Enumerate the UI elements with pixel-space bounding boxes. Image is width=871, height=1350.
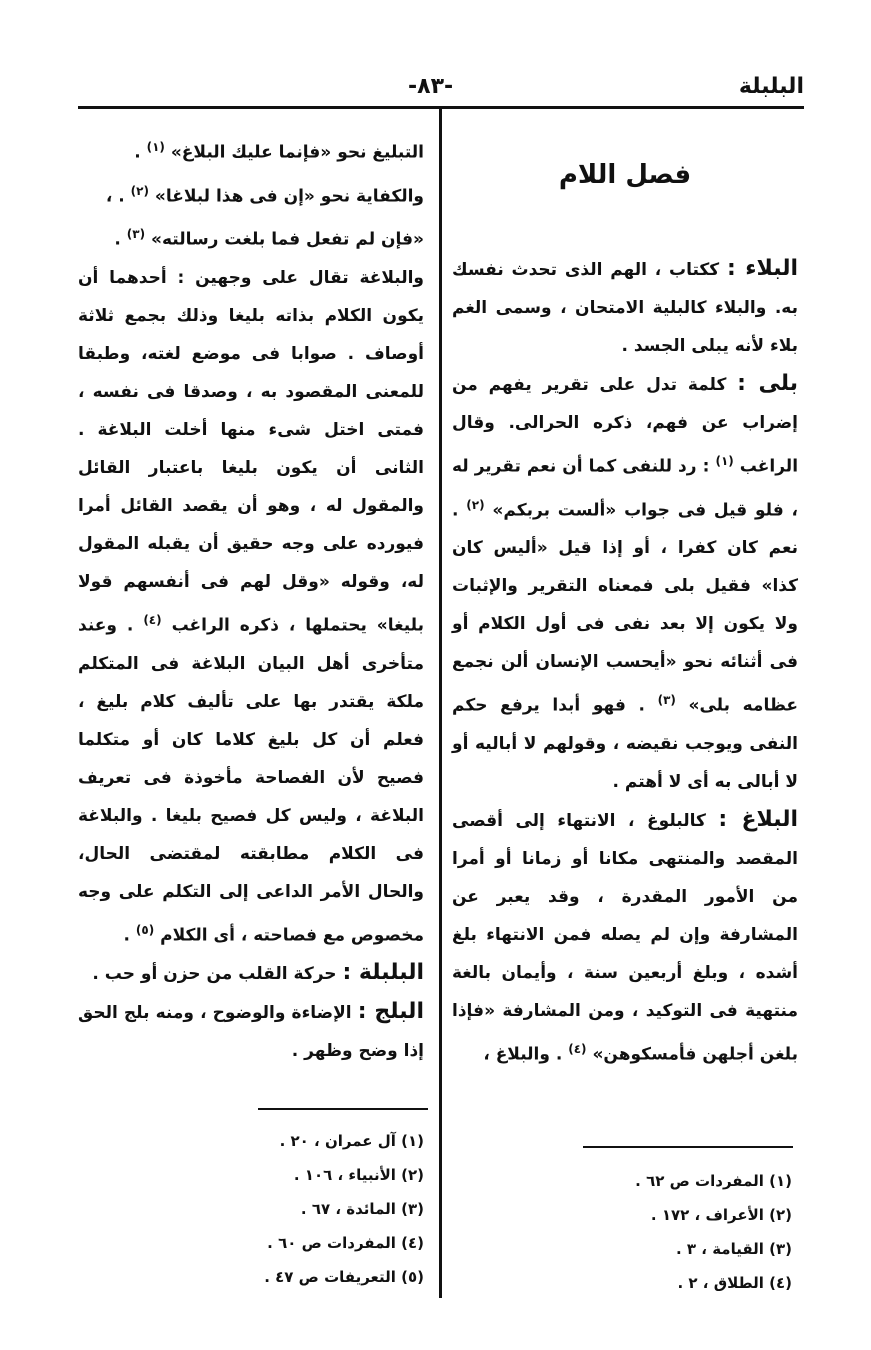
footnotes-right [452, 1164, 792, 1300]
page-number: -٨٣- [408, 74, 454, 99]
footnote: (٥) التعريفات ص ٤٧ . [264, 1268, 424, 1286]
entry-text: : رد للنفى كما أن نعم تقرير له ، فلو قيل فى جواب «ألست بربكم» [452, 456, 798, 521]
entry-al-balagh [452, 801, 798, 1074]
running-head: البلبلة [738, 74, 804, 99]
footnote: (٤) المفردات ص ٦٠ . [267, 1234, 424, 1252]
footnote-ref: (٤) [143, 612, 162, 627]
entry-text: . [123, 925, 130, 946]
balagha-paragraph [78, 259, 424, 954]
entry-text: . وعند متأخرى أهل البيان البلاغة فى المتكلم ملكة يقتدر بها على تأليف كلام بليغ ، فعلم أن كل بليغ كلاما كان أو متكلما فصيح لأن الفصاحة مأخوذة فى تعريف البلاغة ، وليس كل فصيح بليغا . والبلاغة فى الكلام مطابقته لمقتضى الحال، والحال الأمر الداعى إلى التكلم على وجه مخصوص مع فصاحته ، أى الكلام [78, 615, 424, 946]
entry-text: «فإن لم تفعل فما بلغت رسالته» [150, 229, 424, 250]
headword: بلى : [737, 371, 798, 396]
footnote-rule [583, 1146, 793, 1148]
entry-text: . [134, 142, 141, 163]
footnote-ref: (٢) [466, 497, 485, 512]
footnote-ref: (٤) [568, 1041, 587, 1056]
headword: البلبلة : [342, 960, 424, 986]
entry-text: . والبلاغ ، [483, 1044, 563, 1065]
entry-text: والكفاية نحو «إن فى هذا لبلاغا» [154, 186, 424, 207]
entry-text: الإضاءة والوضوح ، ومنه بلج الحق إذا وضح وظهر . [78, 1003, 424, 1062]
footnote-rule [258, 1108, 428, 1110]
footnote-ref: (٣) [657, 693, 676, 708]
continuation-line [78, 172, 424, 216]
footnote: (٣) القيامة ، ٣ . [675, 1240, 792, 1258]
column-divider [439, 108, 442, 1298]
entry-al-balaj [78, 993, 424, 1070]
entry-al-bala [452, 250, 798, 365]
page-header [78, 68, 804, 108]
right-column [452, 250, 798, 1074]
footnotes-left [78, 1124, 424, 1294]
section-title: فصل اللام [558, 160, 692, 190]
continuation-line [78, 215, 424, 259]
footnote-ref: (١) [715, 454, 734, 468]
entry-text: . نعم كان كفرا ، أو إذا قيل «أليس كان كذا» فقيل بلى فمعناه التقرير والإثبات ولا يكون إلا بعد نفى فى أول الكلام أو فى أثنائه نحو «أيحسب الإنسان ألن نجمع عظامه بلى» [452, 500, 799, 716]
footnote: (٣) المائدة ، ٦٧ . [300, 1200, 424, 1218]
entry-al-balbala [78, 954, 424, 993]
footnote: (١) المفردات ص ٦٢ . [635, 1172, 792, 1190]
entry-bala [452, 365, 798, 801]
entry-text: . ، [105, 186, 125, 207]
entry-text: ككتاب ، الهم الذى تحدث نفسك به. والبلاء كالبلية الامتحان ، وسمى الغم بلاء لأنه يبلى الجسد . [452, 260, 798, 356]
footnote: (١) آل عمران ، ٢٠ . [279, 1132, 424, 1150]
entry-text: . فهو أبدا يرفع حكم النفى ويوجب نقيضه ، وقولهم لا أباليه أو لا أبالى به أى لا أهتم . [452, 695, 798, 792]
footnote-ref: (١) [146, 140, 165, 154]
entry-text: حركة القلب من حزن أو حب . [92, 964, 337, 985]
continuation-line [78, 128, 424, 172]
headword: البلاء : [726, 256, 798, 281]
entry-text: . [114, 229, 121, 250]
left-column [78, 128, 424, 1070]
headword: البلاغ : [718, 806, 799, 832]
headword: البلج : [357, 999, 424, 1025]
footnote-ref: (٣) [126, 227, 146, 242]
footnote: (٤) الطلاق ، ٢ . [677, 1274, 792, 1292]
footnote-ref: (٥) [135, 922, 155, 937]
footnote: (٢) الأعراف ، ١٧٢ . [650, 1206, 792, 1224]
entry-text: كالبلوغ ، الانتهاء إلى أقصى المقصد والمنتهى مكانا أو زمانا أو أمرا من الأمور المقدرة ، وقد يعبر عن المشارفة وإن لم يصله فمن الانتهاء بلغ أشده ، وبلغ أربعين سنة ، وأيمان بالغة منتهية فى التوكيد ، ومن المشارفة «فإذا بلغن أجلهن فأمسكوهن» [452, 810, 798, 1065]
entry-text: التبليغ نحو «فإنما عليك البلاغ» [170, 142, 424, 163]
entry-text: والبلاغة تقال على وجهين : أحدهما أن يكون الكلام بذاته بليغا وذلك بجمع ثلاثة أوصاف . صوابا فى موضع لغته، وطبقا للمعنى المقصود به ، وصدقا فى نفسه ، فمتى اختل شىء منها أخلت البلاغة . الثانى أن يكون بليغا باعتبار القائل والمقول له ، وهو أن يقصد القائل أمرا فيورده على وجه حقيق أن يقبله المقول له، وقوله «وقل لهم فى أنفسهم قولا بليغا» يحتملها ، ذكره الراغب [78, 267, 424, 636]
footnote: (٢) الأنبياء ، ١٠٦ . [293, 1166, 424, 1184]
entry-text: كلمة تدل على تقرير يفهم من إضراب عن فهم، ذكره الحرالى. وقال الراغب [452, 375, 799, 477]
footnote-ref: (٢) [130, 183, 149, 198]
